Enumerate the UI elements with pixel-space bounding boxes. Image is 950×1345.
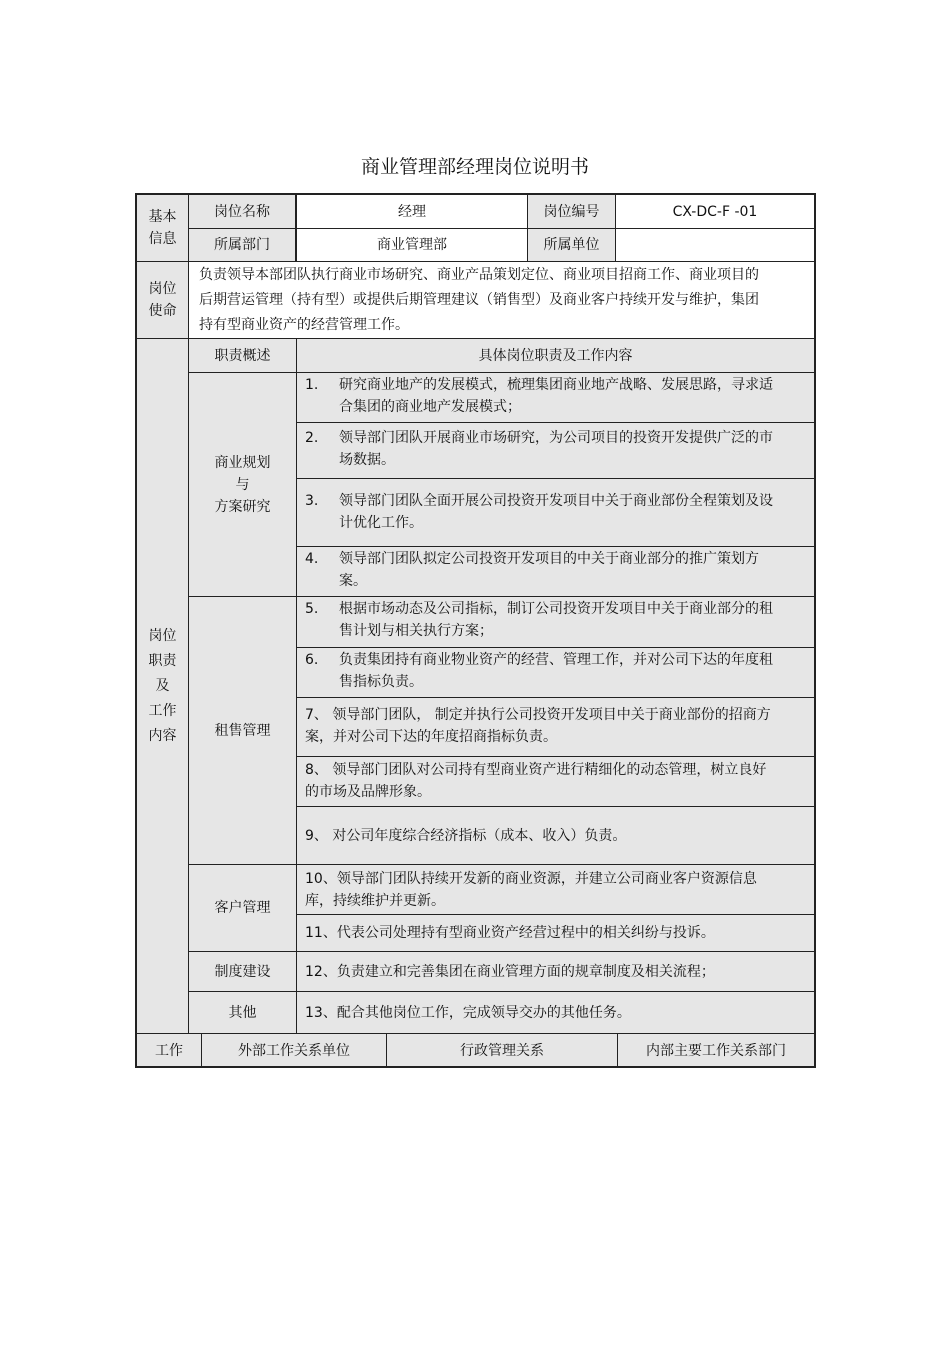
duty-item	[296, 756, 815, 807]
duty-item	[296, 806, 815, 865]
position-name-label: 岗位名称	[188, 194, 296, 229]
duty-num: 5.	[305, 601, 319, 617]
duty-num: 6.	[305, 652, 319, 668]
content-header: 具体岗位职责及工作内容	[296, 338, 815, 373]
duty-item	[296, 991, 815, 1034]
relations-label: 工作	[136, 1033, 202, 1068]
group-other: 其他	[188, 991, 297, 1034]
duty-text: 研究商业地产的发展模式，梳理集团商业地产战略、发展思路，寻求适合集团的商业地产发展模式；	[339, 377, 773, 415]
duty-item	[296, 864, 815, 915]
duty-text: 13、配合其他岗位工作，完成领导交办的其他任务。	[305, 1004, 631, 1021]
duty-text: 9、 对公司年度综合经济指标（成本、收入）负责。	[305, 827, 627, 844]
duty-num: 2.	[305, 430, 319, 446]
duty-text: 领导部门团队拟定公司投资开发项目的中关于商业部分的推广策划方案。	[339, 551, 759, 589]
duty-text: 根据市场动态及公司指标，制订公司投资开发项目中关于商业部分的租售计划与相关执行方案；	[339, 601, 773, 639]
duty-item	[296, 596, 815, 648]
duty-item	[296, 647, 815, 698]
basic-info-label: 基本 信息	[136, 194, 189, 262]
duty-num: 1.	[305, 377, 319, 393]
mission-label: 岗位 使命	[136, 261, 189, 339]
duty-num: 3.	[305, 493, 319, 509]
duty-text: 8、 领导部门团队对公司持有型商业资产进行精细化的动态管理，树立良好的市场及品牌形象。	[305, 762, 767, 800]
duty-num: 4.	[305, 551, 319, 567]
duty-item	[296, 478, 815, 547]
duty-text: 7、 领导部门团队， 制定并执行公司投资开发项目中关于商业部份的招商方案，并对公司下达的年度招商指标负责。	[305, 707, 771, 745]
duty-item	[296, 697, 815, 757]
document-title: 商业管理部经理岗位说明书	[360, 156, 589, 178]
mission-text	[188, 261, 815, 339]
group-client: 客户管理	[188, 864, 297, 952]
duty-text: 领导部门团队全面开展公司投资开发项目中关于商业部份全程策划及设计优化工作。	[339, 493, 773, 531]
mission-text-content: 负责领导本部团队执行商业市场研究、商业产品策划定位、商业项目招商工作、商业项目的后期营运管理（持有型）或提供后期管理建议（销售型）及商业客户持续开发与维护，集团持有型商业资产的经营管理工作。	[199, 266, 759, 333]
duty-item	[296, 546, 815, 597]
position-name-value: 经理	[296, 194, 528, 229]
overview-header: 职责概述	[188, 338, 297, 373]
internal-relations-header: 内部主要工作关系部门	[617, 1033, 815, 1068]
position-code-value: CX-DC-F -01	[615, 194, 815, 229]
department-value: 商业管理部	[296, 228, 528, 262]
department-label: 所属部门	[188, 228, 296, 262]
duty-item	[296, 422, 815, 479]
duty-text: 12、负责建立和完善集团在商业管理方面的规章制度及相关流程；	[305, 963, 715, 980]
duty-text: 负责集团持有商业物业资产的经营、管理工作，并对公司下达的年度租售指标负责。	[339, 652, 773, 690]
duty-item	[296, 914, 815, 952]
duty-text: 10、领导部门团队持续开发新的商业资源，并建立公司商业客户资源信息库，持续维护并更新。	[305, 871, 757, 909]
unit-value	[615, 228, 815, 262]
admin-relations-header: 行政管理关系	[386, 1033, 618, 1068]
group-leasing: 租售管理	[188, 596, 297, 865]
duty-text: 领导部门团队开展商业市场研究，为公司项目的投资开发提供广泛的市场数据。	[339, 430, 773, 468]
duty-item	[296, 951, 815, 992]
duties-label: 岗位 职责 及 工作 内容	[136, 338, 189, 1034]
duty-item	[296, 372, 815, 423]
unit-label: 所属单位	[527, 228, 616, 262]
group-system: 制度建设	[188, 951, 297, 992]
duty-text: 11、代表公司处理持有型商业资产经营过程中的相关纠纷与投诉。	[305, 925, 715, 941]
group-planning: 商业规划 与 方案研究	[188, 372, 297, 597]
external-relations-header: 外部工作关系单位	[201, 1033, 387, 1068]
position-code-label: 岗位编号	[527, 194, 616, 229]
